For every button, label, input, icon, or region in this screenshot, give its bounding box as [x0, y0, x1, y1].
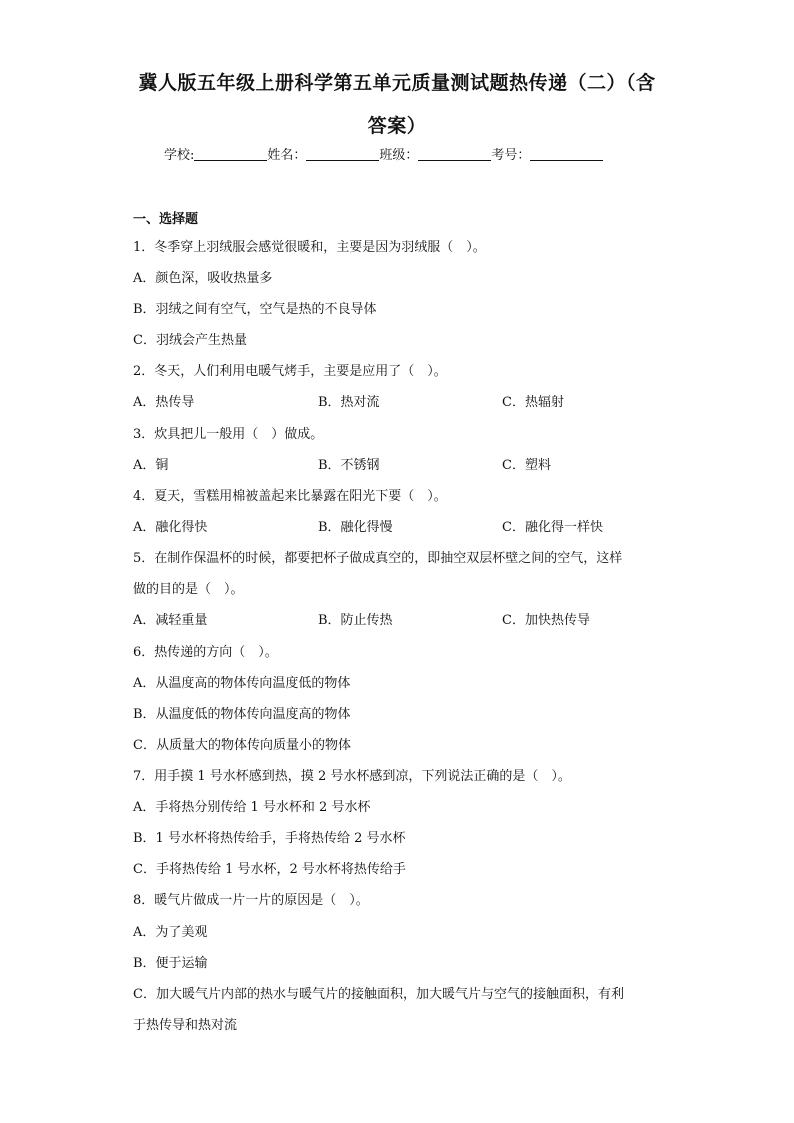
question-1-stem: 1．冬季穿上羽绒服会感觉很暖和，主要是因为羽绒服（ ）。	[133, 240, 486, 255]
question-3-option-b: B．不锈钢	[318, 458, 380, 473]
question-6-stem: 6．热传递的方向（ ）。	[133, 645, 278, 660]
question-3-option-c: C．塑料	[502, 458, 551, 473]
question-3-options	[133, 454, 693, 472]
title-line-2: 答案）	[367, 115, 427, 137]
school-blank	[194, 147, 267, 161]
question-8-option-c-line-2: 于热传导和热对流	[133, 1018, 238, 1033]
class-label: 班级：	[379, 148, 419, 163]
question-8-option-c-line-1: C．加大暖气片内部的热水与暖气片的接触面积，加大暖气片与空气的接触面积，有利	[133, 987, 624, 1002]
name-blank	[306, 147, 379, 161]
question-6-option-a: A．从温度高的物体传向温度低的物体	[133, 676, 351, 691]
question-2-option-c: C．热辐射	[502, 395, 564, 410]
section-heading: 一、选择题	[133, 212, 199, 227]
question-8-stem: 8．暖气片做成一片一片的原因是（ ）。	[133, 893, 369, 908]
question-1-option-b: B．羽绒之间有空气，空气是热的不良导体	[133, 302, 377, 317]
student-info-row	[164, 144, 603, 163]
question-2-option-a: A．热传导	[133, 395, 195, 410]
question-7-stem: 7．用手摸 1 号水杯感到热，摸 2 号水杯感到凉，下列说法正确的是（ ）。	[133, 769, 571, 784]
question-8-option-a: A．为了美观	[133, 925, 208, 940]
question-1-option-a: A．颜色深，吸收热量多	[133, 271, 273, 286]
question-7-option-a: A．手将热分别传给 1 号水杯和 2 号水杯	[133, 800, 371, 815]
title-line-1: 冀人版五年级上册科学第五单元质量测试题热传递（二）（含	[138, 72, 656, 94]
question-2-options	[133, 391, 693, 409]
question-6-option-c: C．从质量大的物体传向质量小的物体	[133, 738, 351, 753]
question-2-option-b: B．热对流	[318, 395, 380, 410]
question-8-option-b: B．便于运输	[133, 956, 208, 971]
question-4-option-b: B．融化得慢	[318, 520, 393, 535]
question-5-stem-line-2: 做的目的是（ ）。	[133, 582, 244, 597]
question-5-option-c: C．加快热传导	[502, 613, 590, 628]
question-4-stem: 4．夏天，雪糕用棉被盖起来比暴露在阳光下要（ ）。	[133, 489, 447, 504]
question-7-option-c: C．手将热传给 1 号水杯，2 号水杯将热传给手	[133, 862, 406, 877]
question-7-option-b: B．1 号水杯将热传给手，手将热传给 2 号水杯	[133, 831, 406, 846]
question-2-stem: 2．冬天，人们利用电暖气烤手，主要是应用了（ ）。	[133, 364, 447, 379]
question-5-option-b: B．防止传热	[318, 613, 393, 628]
question-5-stem-line-1: 5．在制作保温杯的时候，都要把杯子做成真空的，即抽空双层杯壁之间的空气，这样	[133, 551, 623, 566]
question-4-options	[133, 516, 693, 534]
question-6-option-b: B．从温度低的物体传向温度高的物体	[133, 707, 351, 722]
name-label: 姓名：	[267, 148, 307, 163]
question-5-options	[133, 609, 693, 627]
question-5-option-a: A．减轻重量	[133, 613, 208, 628]
number-blank	[530, 147, 603, 161]
question-3-option-a: A．铜	[133, 458, 169, 473]
question-1-option-c: C．羽绒会产生热量	[133, 333, 247, 348]
question-3-stem: 3．炊具把儿一般用（ ）做成。	[133, 427, 324, 442]
school-label: 学校:	[164, 148, 195, 163]
question-4-option-c: C．融化得一样快	[502, 520, 603, 535]
question-4-option-a: A．融化得快	[133, 520, 208, 535]
class-blank	[418, 147, 491, 161]
number-label: 考号：	[491, 148, 531, 163]
